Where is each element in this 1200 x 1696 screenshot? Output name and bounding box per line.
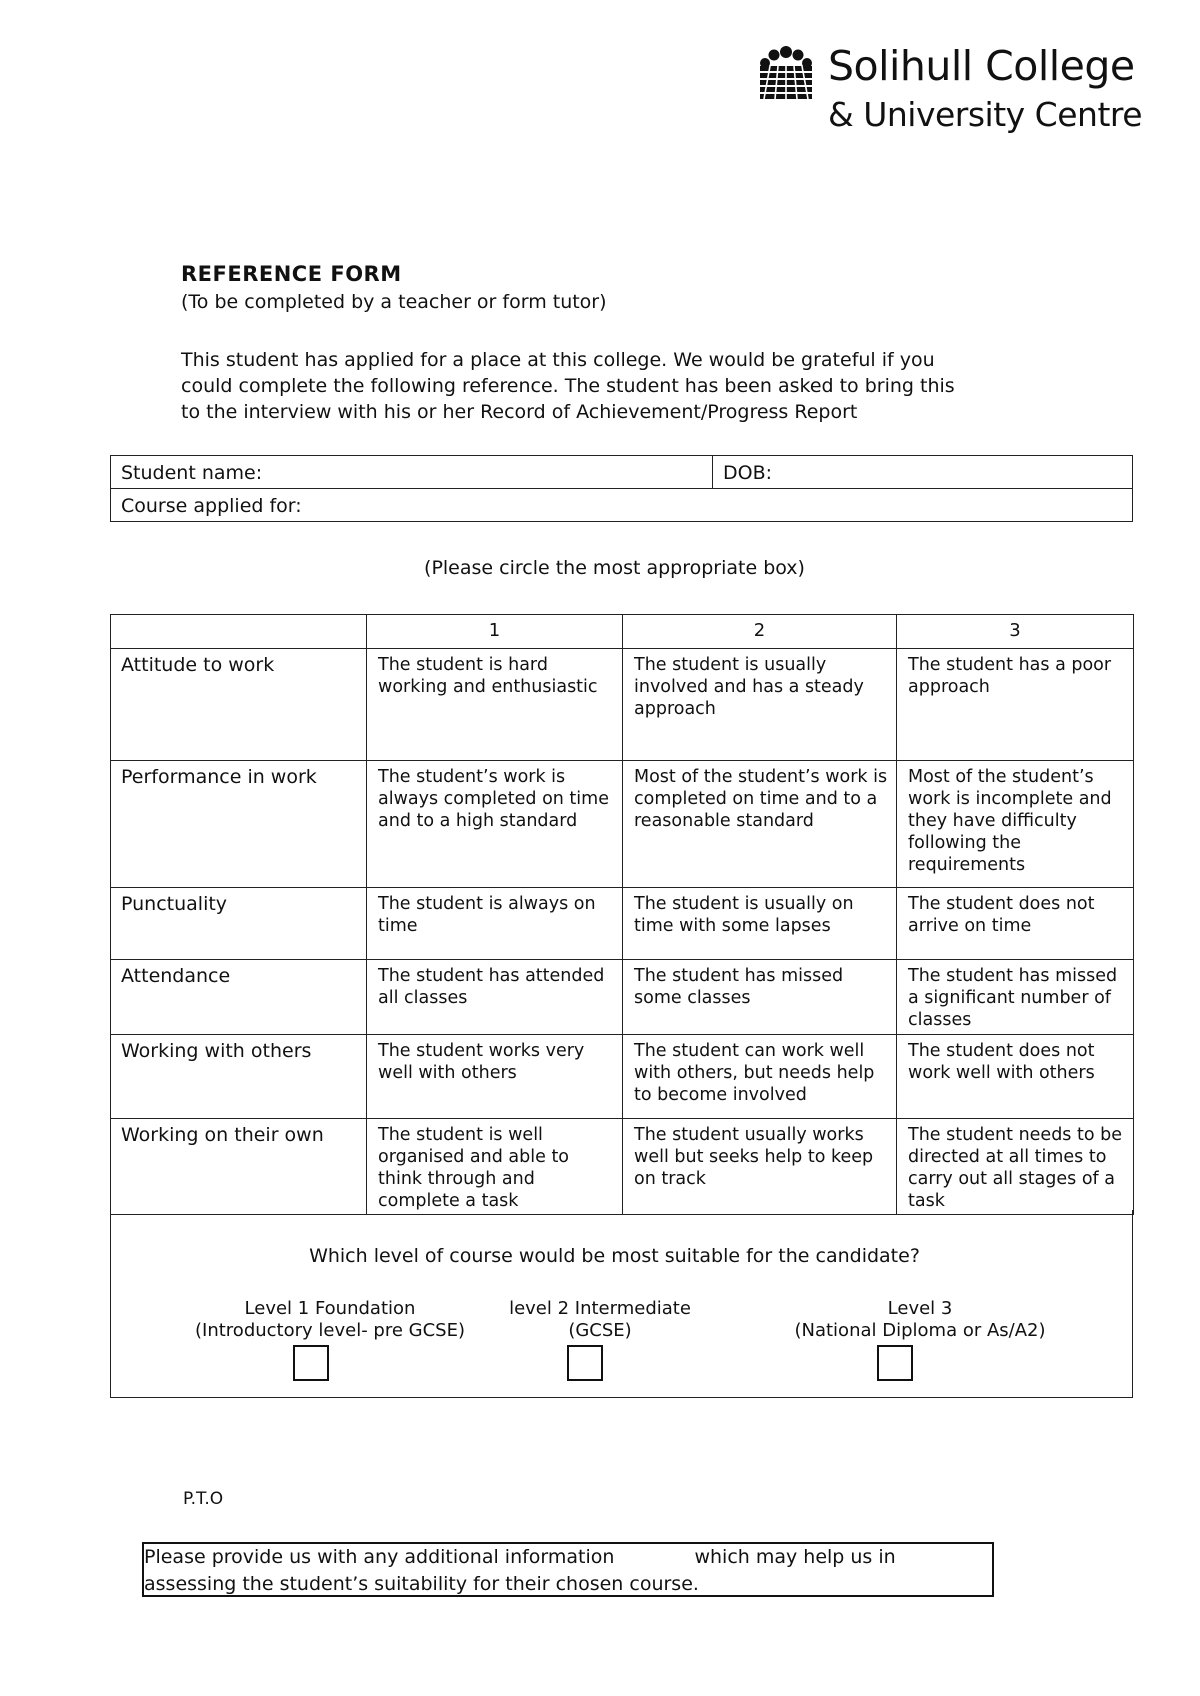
form-subtitle: (To be completed by a teacher or form tutor) bbox=[181, 291, 607, 313]
intro-line: could complete the following reference. The student has been asked to bring this bbox=[181, 375, 955, 397]
criterion-label: Working with others bbox=[111, 1035, 367, 1119]
level-1-option bbox=[180, 1298, 480, 1342]
course-level-question: Which level of course would be most suitable for the candidate? bbox=[309, 1245, 920, 1267]
rating-option[interactable]: The student is usually on time with some lapses bbox=[623, 888, 897, 960]
additional-info-line: assessing the student’s suitability for their chosen course. bbox=[144, 1573, 699, 1595]
rating-option[interactable]: The student has missed some classes bbox=[623, 960, 897, 1035]
student-name-field[interactable] bbox=[111, 456, 713, 489]
additional-info-text-a: Please provide us with any additional information bbox=[144, 1546, 615, 1568]
criterion-label: Working on their own bbox=[111, 1119, 367, 1215]
level-1-desc: (Introductory level- pre GCSE) bbox=[195, 1320, 465, 1341]
rating-option[interactable]: The student’s work is always completed on time and to a high standard bbox=[367, 761, 623, 888]
table-row bbox=[111, 761, 1134, 888]
criterion-label: Punctuality bbox=[111, 888, 367, 960]
student-name-label: Student name: bbox=[121, 462, 263, 484]
level-1-checkbox[interactable] bbox=[293, 1345, 329, 1381]
level-3-desc: (National Diploma or As/A2) bbox=[794, 1320, 1046, 1341]
dob-label: DOB: bbox=[723, 462, 773, 484]
logo-line-1: Solihull College bbox=[828, 42, 1135, 90]
criterion-label: Performance in work bbox=[111, 761, 367, 888]
rating-option[interactable]: The student does not arrive on time bbox=[897, 888, 1134, 960]
rating-option[interactable]: The student does not work well with others bbox=[897, 1035, 1134, 1119]
rating-option[interactable]: The student usually works well but seeks help to keep on track bbox=[623, 1119, 897, 1215]
rating-header-row bbox=[111, 615, 1134, 649]
rating-option[interactable]: The student is always on time bbox=[367, 888, 623, 960]
logo-line-2: & University Centre bbox=[828, 95, 1143, 134]
level-1-name: Level 1 Foundation bbox=[244, 1298, 416, 1319]
rating-option[interactable]: The student has a poor approach bbox=[897, 649, 1134, 761]
rating-option[interactable]: The student is hard working and enthusiastic bbox=[367, 649, 623, 761]
rating-table bbox=[110, 614, 1134, 1215]
table-row bbox=[111, 960, 1134, 1035]
intro-line: This student has applied for a place at this college. We would be grateful if you bbox=[181, 349, 935, 371]
table-row bbox=[111, 1035, 1134, 1119]
dob-field[interactable] bbox=[713, 456, 1133, 489]
level-2-option bbox=[490, 1298, 710, 1342]
header-cell: 3 bbox=[897, 615, 1134, 649]
criterion-label: Attitude to work bbox=[111, 649, 367, 761]
pto-label: P.T.O bbox=[183, 1489, 224, 1509]
intro-paragraph bbox=[181, 347, 1041, 425]
additional-info-line bbox=[144, 1544, 992, 1571]
rating-option[interactable]: The student can work well with others, but needs help to become involved bbox=[623, 1035, 897, 1119]
level-2-checkbox[interactable] bbox=[567, 1345, 603, 1381]
rating-option[interactable]: The student needs to be directed at all times to carry out all stages of a task bbox=[897, 1119, 1134, 1215]
criterion-label: Attendance bbox=[111, 960, 367, 1035]
rating-option[interactable]: The student has missed a significant number of classes bbox=[897, 960, 1134, 1035]
intro-line: to the interview with his or her Record of Achievement/Progress Report bbox=[181, 401, 858, 423]
table-row bbox=[111, 649, 1134, 761]
header-cell: 1 bbox=[367, 615, 623, 649]
table-row bbox=[111, 888, 1134, 960]
form-title: REFERENCE FORM bbox=[181, 262, 402, 286]
additional-info-box[interactable] bbox=[142, 1542, 994, 1597]
header-cell bbox=[111, 615, 367, 649]
level-2-name: level 2 Intermediate bbox=[509, 1298, 691, 1319]
level-3-name: Level 3 bbox=[887, 1298, 953, 1319]
rating-option[interactable]: Most of the student’s work is incomplete and they have difficulty following the requirements bbox=[897, 761, 1134, 888]
rating-option[interactable]: The student has attended all classes bbox=[367, 960, 623, 1035]
course-applied-field[interactable] bbox=[111, 489, 1133, 522]
rating-option[interactable]: The student works very well with others bbox=[367, 1035, 623, 1119]
rating-option[interactable]: The student is usually involved and has a steady approach bbox=[623, 649, 897, 761]
table-row bbox=[111, 1119, 1134, 1215]
college-emblem-icon bbox=[756, 42, 816, 100]
level-3-option bbox=[770, 1298, 1070, 1342]
college-logo bbox=[756, 42, 1143, 152]
header-cell: 2 bbox=[623, 615, 897, 649]
rating-option[interactable]: The student is well organised and able to think through and complete a task bbox=[367, 1119, 623, 1215]
circle-instruction: (Please circle the most appropriate box) bbox=[424, 557, 805, 579]
level-2-desc: (GCSE) bbox=[568, 1320, 632, 1341]
student-details-table bbox=[110, 455, 1133, 522]
rating-option[interactable]: Most of the student’s work is completed on time and to a reasonable standard bbox=[623, 761, 897, 888]
level-3-checkbox[interactable] bbox=[877, 1345, 913, 1381]
additional-info-text-b: which may help us in bbox=[694, 1546, 896, 1568]
course-applied-label: Course applied for: bbox=[121, 495, 302, 517]
